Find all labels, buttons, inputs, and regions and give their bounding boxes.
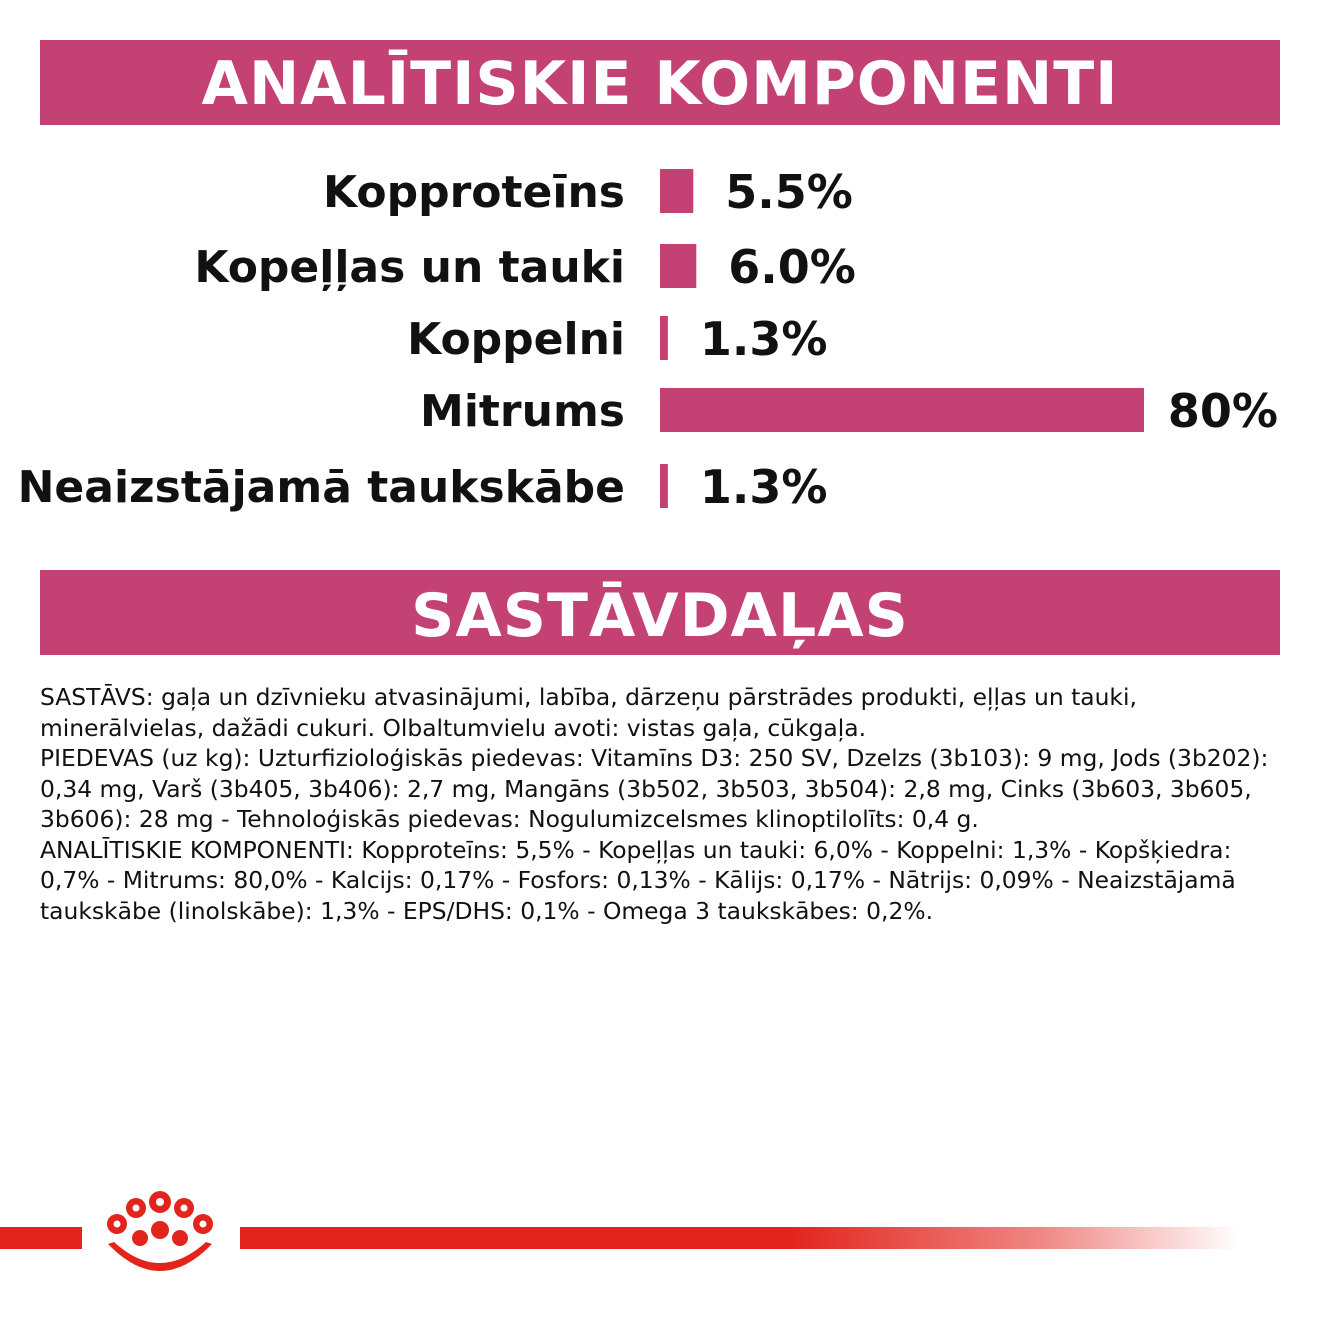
- value-label: 6.0%: [728, 240, 856, 294]
- value-label: 1.3%: [699, 312, 828, 366]
- category-label: Kopproteīns: [323, 167, 625, 218]
- composition-line: 3b606): 28 mg - Tehnoloģiskās piedevas: Nogulumizcelsmes klinoptilolīts: 0,4 g.: [40, 805, 979, 833]
- composition-line: minerālvielas, dažādi cukuri. Olbaltumvielu avoti: vistas gaļa, cūkgaļa.: [40, 713, 867, 742]
- value-label: 80%: [1167, 384, 1278, 438]
- composition-line: PIEDEVAS (uz kg): Uzturfizioloģiskās piedevas: Vitamīns D3: 250 SV, Dzelzs (3b103): 9 mg, Jods (3b202):: [40, 744, 1269, 772]
- bar: [660, 244, 696, 288]
- value-label: 5.5%: [725, 165, 853, 219]
- footer-red-line-left: [0, 1227, 82, 1249]
- composition-line: 0,7% - Mitrums: 80,0% - Kalcijs: 0,17% - Fosfors: 0,13% - Kālijs: 0,17% - Nātrijs: 0,09% - Neaizstājamā: [40, 866, 1236, 894]
- analytic-components-title: ANALĪTISKIE KOMPONENTI: [201, 49, 1119, 119]
- royal-canin-crown-icon: [90, 1180, 230, 1290]
- bar: [660, 169, 693, 213]
- category-label: Mitrums: [420, 386, 625, 437]
- composition-line: ANALĪTISKIE KOMPONENTI: Kopproteīns: 5,5% - Kopeļļas un tauki: 6,0% - Koppelni: 1,3% - Kopšķiedra:: [40, 835, 1232, 864]
- composition-text: [40, 682, 1280, 926]
- ingredients-banner: [40, 570, 1280, 655]
- bar: [660, 316, 668, 360]
- nutrient-bar-chart: [0, 0, 1320, 560]
- ingredients-title: SASTĀVDAĻAS: [411, 581, 909, 651]
- composition-line: taukskābe (linolskābe): 1,3% - EPS/DHS: 0,1% - Omega 3 taukskābes: 0,2%.: [40, 896, 934, 925]
- category-label: Kopeļļas un tauki: [194, 242, 625, 293]
- composition-line: SASTĀVS: gaļa un dzīvnieku atvasinājumi, labība, dārzeņu pārstrādes produkti, eļļas un tauki,: [40, 683, 1137, 711]
- footer-red-line-right: [240, 1227, 1240, 1249]
- value-label: 1.3%: [699, 460, 828, 514]
- bar: [660, 464, 668, 508]
- bar: [660, 388, 1144, 432]
- category-label: Koppelni: [407, 314, 625, 365]
- composition-line: 0,34 mg, Varš (3b405, 3b406): 2,7 mg, Mangāns (3b502, 3b503, 3b504): 2,8 mg, Cinks (3b603, 3b605,: [40, 774, 1252, 803]
- category-label: Neaizstājamā taukskābe: [17, 462, 625, 513]
